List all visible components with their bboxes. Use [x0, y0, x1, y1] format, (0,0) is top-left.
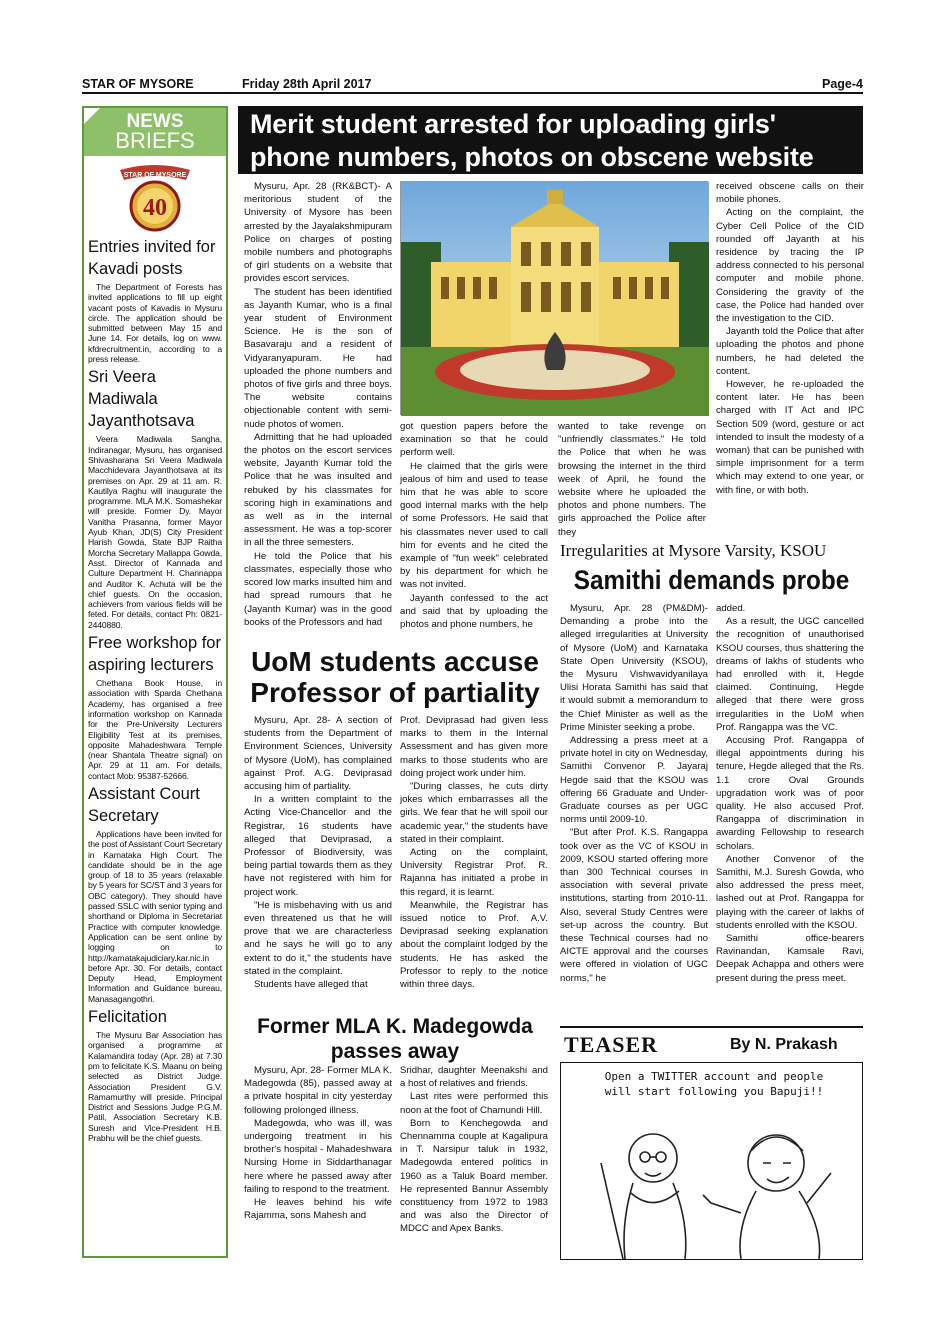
- paragraph: "During classes, he cuts dirty jokes which embarrasses all the girls. We fear that he will spoil our academic year," the students have stated in their complaint.: [400, 781, 548, 845]
- paragraph: Meanwhile, the Registrar has issued notice to Prof. A.V. Deviprasad seeking explanation about the complaint lodged by the students. He has asked the Professor to reply to the notice within three days.: [400, 899, 548, 991]
- paper-name: STAR OF MYSORE: [82, 77, 194, 91]
- brief-title-3: Free workshop for aspiring lecturers: [88, 634, 221, 675]
- paragraph: Acting on the complaint, the Cyber Cell Police of the CID rounded off Jayanth at his residence by tracing the IP address connected to his personal computer and mobile phone. Considering the gravity of the case, the Police had handed over the investigation to the CID.: [716, 207, 864, 325]
- paragraph: Accusing Prof. Rangappa of illegal appointments during his tenure, Hegde alleged that the Rs. 1.1 crore Oval Grounds upgradation work was of poor quality. He also accused Prof. Rangappa of discrimination in awarding Fellowship to research scholars.: [716, 735, 864, 852]
- mla-column-2: [400, 1064, 548, 1264]
- paragraph: Mysuru, Apr. 28- A section of students from the Department of Environment Sciences, University of Mysore (UoM), has complained against Prof. A.G. Deviprasad accusing him of partiality.: [244, 715, 392, 793]
- paragraph: "But after Prof. K.S. Rangappa took over as the VC of KSOU in 2009, KSOU started offering more than 300 Technical courses in association with several private institutions, starting from 2010-11. Also, several Study Centres were set-up across the country. But these Technical courses had no AICTE approval and the courses were offered in violation of UGC norms," he: [560, 827, 708, 984]
- cartoon-caption: Open a TWITTER account and people will start following you Bapuji!!: [604, 1070, 824, 1098]
- logo-number: 40: [143, 195, 167, 221]
- news-briefs-sidebar: [82, 106, 228, 1258]
- paragraph: In a written complaint to the Acting Vice-Chancellor and the Registrar, 16 students have alleged that Deviprasad, a Professor of Biodiversity, was being partial towards them as they have not registered with him for project work.: [244, 794, 392, 898]
- university-building-photo: [400, 181, 708, 415]
- brief-body-5: The Mysuru Bar Association has organised a programme at Kalamandira today (Apr. 28) at 7.30 pm to felicitate K.S. Maanu on being selected as District Judge. Association President G.V. Ramamurthy will preside. Principal District and Sessions Judge P.G.M. Patil, Association Secretary K.B. Suresh and Vice-President H.B. Prabhu will be the chief guests.: [88, 1030, 222, 1143]
- mla-column-1: [244, 1064, 392, 1264]
- paragraph: Mysuru, Apr. 28 (RK&BCT)- A meritorious student of the University of Mysore has been arrested by the Jayalakshmipuram Police on charges of posting mobile numbers and photographs of girl students on a website that provides escort services.: [244, 181, 392, 285]
- paragraph: However, he re-uploaded the content later. He has been charged with IT Act and IPC Section 509 (word, gesture or act intended to insult the modesty of a woman) that can be punished with simple imprisonment for a term which may extend to one year, or with fine, or with both.: [716, 379, 864, 496]
- paragraph: Jayanth told the Police that after uploading the photos and phone numbers, he had deleted the content.: [716, 326, 864, 377]
- paragraph: He leaves behind his wife Rajamma, sons Mahesh and: [244, 1197, 392, 1222]
- lead-column-3: [558, 420, 706, 538]
- ksou-column-1: [560, 602, 708, 1012]
- page-number: Page-4: [822, 77, 863, 91]
- uom-headline: UoM students accuse Professor of partiality: [250, 646, 540, 708]
- paragraph: received obscene calls on their mobile phones.: [716, 181, 864, 206]
- paragraph: "He is misbehaving with us and even threatened us that he will prove that we are characterless and he says he will go to any extent to do it," the students have stated in the complaint.: [244, 899, 392, 977]
- paragraph: Another Convenor of the Samithi, M.J. Suresh Gowda, who also addressed the press meet, lashed out at Prof. Rangappa for playing with the career of lakhs of students enrolled with the KSOU.: [716, 853, 864, 931]
- uom-column-1: [244, 714, 392, 1010]
- paragraph: Jayanth confessed to the act and said that by uploading the photos and phone numbers, he: [400, 592, 548, 631]
- brief-title-5: Felicitation: [88, 1008, 167, 1027]
- paragraph: Prof. Deviprasad had given less marks to them in the Internal Assessment and has given more marks to those students who are doing project work under him.: [400, 715, 548, 779]
- paragraph: wanted to take revenge on "unfriendly classmates." He told the Police that when he was browsing the internet in the third week of April, he found the website where he uploaded the photos and phone numbers. The girls approached the Police after they: [558, 421, 706, 538]
- page-header: [82, 76, 863, 94]
- paragraph: The student has been identified as Jayanth Kumar, who is a final year student of Environment Science. He is the son of Basavaraju and a resident of Vidyaranyapuram. He had uploaded the phone numbers and photos of five girls and three boys. The website contains objectionable content with semi-nude photos of women.: [244, 286, 392, 430]
- paragraph: added.: [716, 603, 746, 614]
- brief-body-2: Veera Madiwala Sangha, Indiranagar, Mysuru, has organised Shivasharana Sri Veera Madiwala Macchidevara Jayanthotsava at its premises on Apr. 29 at 11 am. R. Kautilya Raghu will inaugurate the programme. MLA M.K. Somashekar will preside. Former Dy. Mayor Vanitha Prasanna, former Mayor Ayub Khan, JD(S) City President Harish Gowda, State BJP Raitha Morcha Secretary Mallappa Gowda, Asst. Director of Kannada and Culture Department H. Channappa and Auditor K. Achuta will be the chief guests. On the occasion, achievers from various fields will be feted. For details, contact Ph: 0821-2440880.: [88, 434, 222, 630]
- anniversary-logo: [110, 162, 200, 234]
- paragraph: Last rites were performed this noon at the foot of Chamundi Hill.: [400, 1091, 548, 1116]
- paragraph: Addressing a press meet at a private hotel in city on Wednesday, Samithi Convenor P. Jayaraj Hegde said that the KSOU was offering 66 Graduate and Under-Graduate courses as per UGC norms until 2009-10.: [560, 735, 708, 826]
- ksou-kicker: Irregularities at Mysore Varsity, KSOU: [560, 541, 827, 560]
- paragraph: He told the Police that his classmates, especially those who scored low marks insulted him and had spread rumours that he (Jayanth Kumar) was in the good books of the Professors and had: [244, 550, 392, 628]
- brief-title-4: Assistant Court Secretary: [88, 784, 200, 825]
- brief-body-4: Applications have been invited for the post of Assistant Court Secretary in Karnataka High Court. The candidate should be in the age group of 18 to 35 years (relaxable by 5 years for SC/ST and 3 years for OBC category). They should have passed SSLC with senior typing and shorthand or Diploma in Secretariat Practice with computer knowledge. Application can be sent online by logging on to http://karnatakajudiciary.kar.nic.in before Apr. 30. For details, contact Deputy Head, Employment Information and Guidance bureau, Manasagangothri.: [88, 828, 222, 1004]
- lead-column-2: [400, 420, 548, 642]
- brief-body-3: Chethana Book House, in association with Sparda Chethana Academy, has organised a free information workshop on Kannada for the Pre-University Lecturers Eligibility Test at its premises, opposite Mahadeshwara Temple (near Shantala Theatre signal) on Apr. 29 at 11 am. For details, contact Mob: 95387-52666.: [88, 678, 222, 781]
- paragraph: got question papers before the examination so that he could perform well.: [400, 421, 548, 459]
- ksou-headline: Samithi demands probe: [573, 565, 850, 595]
- paragraph: Students have alleged that: [254, 979, 368, 991]
- paragraph: He claimed that the girls were jealous of him and used to tease him that he was able to score good internal marks with the help of some Professors. He said that his classmates never used to call him for events and he cited the example of "fun week" celebrated by his department for which he was not invited.: [400, 460, 548, 591]
- teaser-rule: [560, 1026, 863, 1028]
- logo-text: STAR OF MYSORE: [123, 172, 187, 179]
- brief-title-2: Sri Veera Madiwala Jayanthotsava: [88, 368, 195, 431]
- brief-body-1: The Department of Forests has invited applications to fill up eight vacant posts of Kavadis in Mysuru circle. The application should be submitted between May 15 and June 14. For details, log on www. kfdrecruitment.in, according to a press release.: [88, 282, 222, 365]
- ksou-column-2: [716, 602, 864, 1012]
- issue-date: Friday 28th April 2017: [242, 77, 372, 91]
- paragraph: Acting on the complaint, University Registrar Prof. R. Rajanna has initiated a probe in this regard, it is learnt.: [400, 847, 548, 898]
- paragraph: Madegowda, who was ill, was undergoing treatment in his brother's hospital - Mahadeshwara Nursing Home in Siddarthanagar here where he passed away after failing to respond to the treatment.: [244, 1117, 392, 1195]
- cartoon-drawing: [561, 1063, 861, 1259]
- briefs-label: BRIEFS: [115, 128, 195, 153]
- news-label: NEWS: [126, 111, 184, 132]
- paragraph: Mysuru, Apr. 28- Former MLA K. Madegowda (85), passed away at a private hospital in city yesterday following prolonged illness.: [244, 1065, 392, 1116]
- lead-column-1: [244, 180, 392, 642]
- uom-column-2: [400, 714, 548, 1010]
- news-briefs-banner: [84, 108, 226, 156]
- teaser-byline: By N. Prakash: [730, 1036, 838, 1053]
- paragraph: Sridhar, daughter Meenakshi and a host of relatives and friends.: [400, 1065, 548, 1090]
- paragraph: Admitting that he had uploaded the photos on the escort services website, Jayanth Kumar told the Police that he was insulted and rebuked by his classmates for scoring high in examinations and as well as in the internal assessment. He was a top-scorer in all the three semesters.: [244, 431, 392, 549]
- paragraph: Samithi office-bearers Ravinandan, Kamsale Ravi, Deepak Achappa and others were present during the press meet.: [716, 933, 864, 984]
- paragraph: As a result, the UGC cancelled the recognition of unauthorised KSOU courses, thus shattering the dreams of lakhs of students who had enrolled with it, Hegde claimed. Continuing, Hegde alleged that there were gross irregularities in the UoM when Prof. Rangappa was the VC.: [716, 616, 864, 733]
- paragraph: Born to Kenchegowda and Chennamma couple at Kagalipura in T. Narsipur taluk in 1932, Madegowda entered politics in 1960 as a Taluk Board member. He represented Bannur Assembly constituency from 1972 to 1983 and was also the Director of MDCC and Apex Banks.: [400, 1117, 548, 1235]
- cartoon-panel: [560, 1062, 863, 1260]
- teaser-title: TEASER: [564, 1032, 659, 1057]
- lead-headline: Merit student arrested for uploading girls' phone numbers, photos on obscene website: [238, 106, 863, 174]
- lead-column-4: [716, 180, 864, 532]
- paragraph: Mysuru, Apr. 28 (PM&DM)- Demanding a probe into the alleged irregularities at University of Mysore (UoM) and Karnataka State Open University (KSOU), the Mysuru Vishwavidyanilaya Ulisi Horata Samithi has said that it would submit a memorandum to the Chief Minister as well as the Prime Minister seeking a probe.: [560, 603, 708, 733]
- brief-title-1: Entries invited for Kavadi posts: [88, 238, 216, 278]
- mla-headline: Former MLA K. Madegowda passes away: [257, 1015, 533, 1063]
